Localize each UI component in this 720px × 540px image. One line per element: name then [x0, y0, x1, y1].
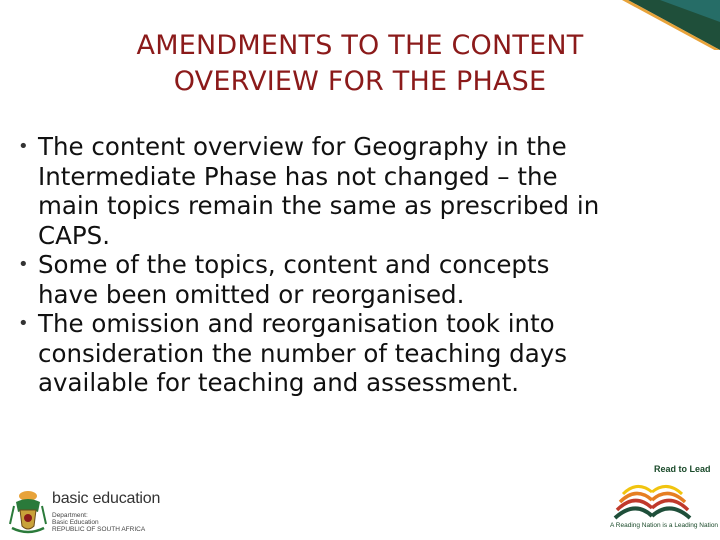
bullet-line: Intermediate Phase has not changed – the — [38, 161, 558, 191]
logo-title: basic education — [52, 490, 161, 507]
bullet-line: have been omitted or reorganised. — [38, 279, 465, 309]
bullet-marker: • — [18, 254, 29, 275]
bullet-line: Some of the topics, content and concepts — [38, 250, 550, 279]
bullet-line: consideration the number of teaching days — [38, 338, 567, 368]
coat-of-arms-icon — [8, 488, 48, 536]
bullet-item — [18, 309, 708, 398]
read-to-lead-logo — [590, 460, 719, 538]
slide-title — [0, 28, 720, 100]
logo-line: Basic Education — [52, 519, 99, 526]
bullet-line: The content overview for Geography in the — [38, 132, 567, 161]
logo-title: Read to Lead — [654, 464, 711, 474]
logo-tagline: A Reading Nation is a Leading Nation — [610, 522, 719, 529]
bullet-marker: • — [18, 136, 29, 157]
bullet-line: CAPS. — [38, 220, 110, 250]
bullet-line: The omission and reorganisation took into — [38, 309, 555, 338]
bullet-item — [18, 132, 708, 250]
title-line-1: AMENDMENTS TO THE CONTENT — [136, 30, 584, 61]
bullet-marker: • — [18, 313, 29, 334]
bullet-line: main topics remain the same as prescribed in — [38, 191, 600, 220]
title-line-2: OVERVIEW FOR THE PHASE — [173, 66, 547, 97]
logo-line: REPUBLIC OF SOUTH AFRICA — [52, 526, 146, 533]
bullet-list — [18, 132, 708, 398]
bullet-item — [18, 250, 708, 309]
basic-education-logo — [8, 488, 198, 536]
open-book-icon — [590, 460, 715, 522]
logo-line: Department: — [52, 512, 88, 519]
bullet-line: available for teaching and assessment. — [38, 368, 520, 397]
